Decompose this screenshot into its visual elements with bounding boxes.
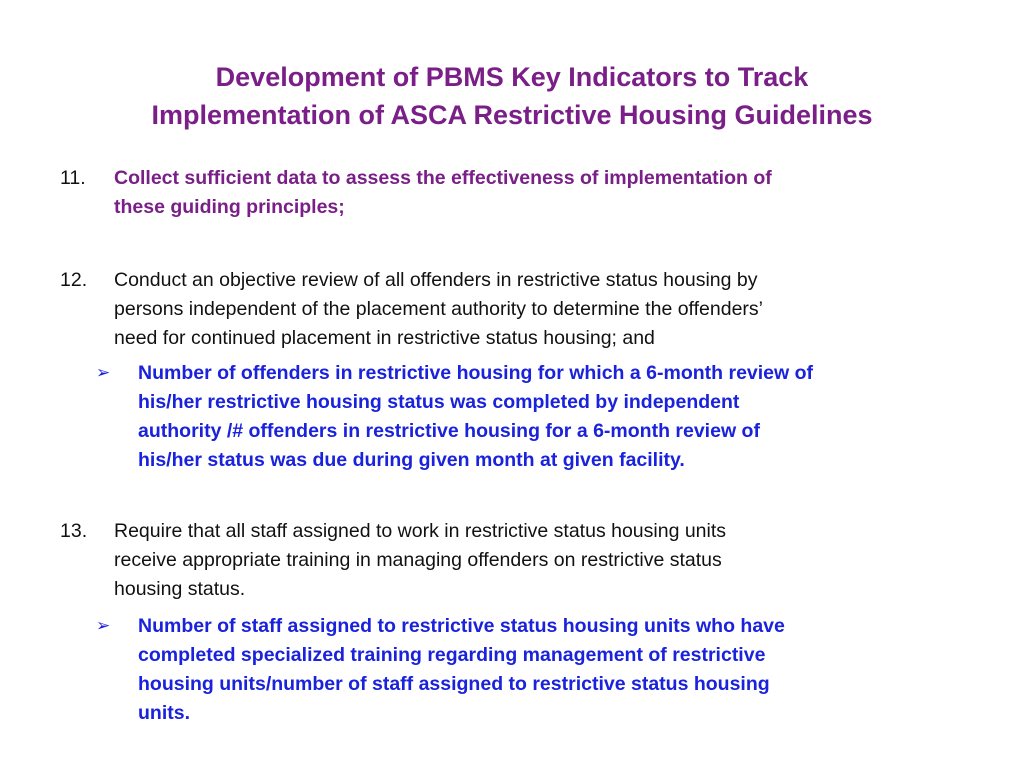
item-number: 13.: [60, 520, 88, 542]
indicator-bullet-13: [96, 612, 966, 728]
item-text: [114, 266, 960, 353]
item-text: [114, 164, 960, 222]
indicator-text: [138, 612, 966, 728]
item-text-line: Conduct an objective review of all offenders in restrictive status housing by: [114, 269, 758, 291]
item-text: [114, 517, 960, 604]
item-text-line: Require that all staff assigned to work in restrictive status housing units: [114, 520, 727, 542]
arrow-bullet-icon: ➢: [96, 363, 111, 383]
list-item-13: [60, 517, 960, 604]
indicator-text-line: completed specialized training regarding management of restrictive: [138, 644, 766, 666]
indicator-text: [138, 359, 966, 475]
indicator-text-line: Number of staff assigned to restrictive status housing units who have: [138, 615, 785, 637]
indicator-bullet-12: [96, 359, 966, 475]
indicator-text-line: his/her status was due during given month at given facility.: [138, 449, 685, 471]
indicator-text-line: Number of offenders in restrictive housing for which a 6-month review of: [138, 362, 814, 384]
list-item-11: [60, 164, 960, 222]
arrow-bullet-icon: ➢: [96, 616, 111, 636]
item-number: 12.: [60, 269, 88, 291]
item-text-line: housing status.: [114, 578, 246, 600]
item-text-line: need for continued placement in restrictive status housing; and: [114, 327, 655, 349]
item-number: 11.: [60, 167, 86, 189]
indicator-text-line: authority /# offenders in restrictive housing for a 6-month review of: [138, 420, 760, 442]
item-text-line: persons independent of the placement authority to determine the offenders’: [114, 298, 763, 320]
indicator-text-line: his/her restrictive housing status was completed by independent: [138, 391, 740, 413]
item-text-line: Collect sufficient data to assess the effectiveness of implementation of: [114, 167, 772, 189]
item-text-line: receive appropriate training in managing offenders on restrictive status: [114, 549, 722, 571]
slide-title-line-1: Development of PBMS Key Indicators to Track: [215, 62, 809, 92]
indicator-text-line: housing units/number of staff assigned to restrictive status housing: [138, 673, 770, 695]
indicator-text-line: units.: [138, 702, 190, 724]
slide-title-line-2: Implementation of ASCA Restrictive Housing Guidelines: [151, 100, 873, 130]
slide-title: [60, 58, 964, 134]
list-item-12: [60, 266, 960, 353]
item-text-line: these guiding principles;: [114, 196, 345, 218]
